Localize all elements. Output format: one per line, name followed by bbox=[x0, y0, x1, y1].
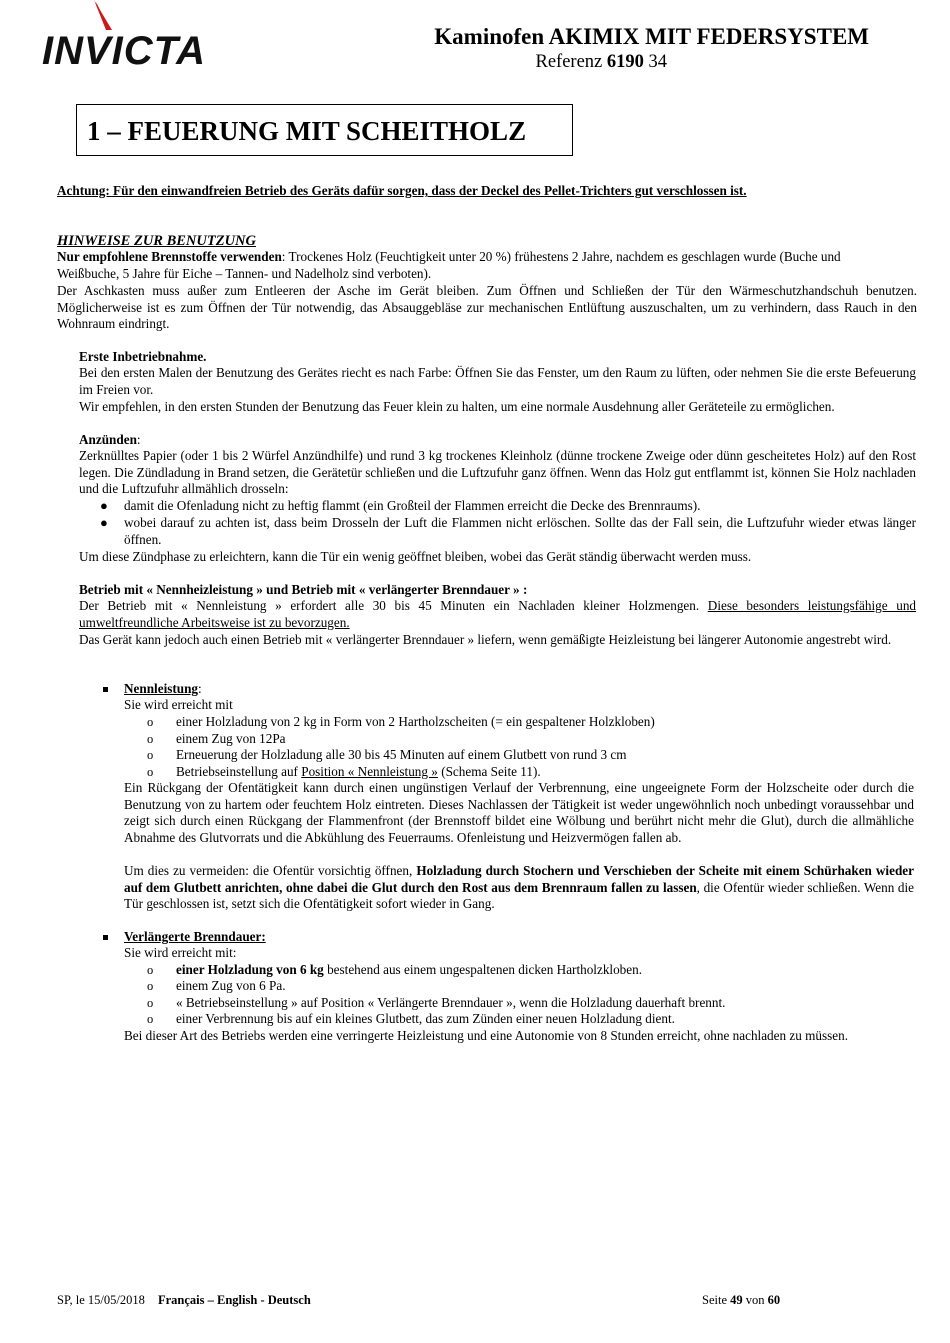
anzuenden-closing: Um diese Zündphase zu erleichtern, kann die Tür ein wenig geöffnet bleiben, wobei das Gerät ständig überwacht werden muss. bbox=[79, 549, 752, 564]
nennleistung-item-2: einem Zug von 12Pa bbox=[176, 731, 286, 746]
fuel-label: Nur empfohlene Brennstoffe verwenden bbox=[57, 249, 282, 264]
footer-left: SP, le 15/05/2018 bbox=[57, 1293, 145, 1307]
circle-bullet: o bbox=[147, 732, 154, 746]
verlaengert-item-3: « Betriebseinstellung » auf Position « Verlängerte Brenndauer », wenn die Holzladung dauerhaft brennt. bbox=[176, 995, 726, 1010]
betrieb-text-2: Das Gerät kann jedoch auch einen Betrieb mit « verlängerter Brenndauer » liefern, wenn gemäßigte Heizleistung bei längerer Autonomie angestrebt wird. bbox=[79, 632, 892, 647]
text-2b: Holzladung durch Stochern und Verschieben der Scheite mit einem Schürhaken wieder auf dem Glutbett anrichten, ohne dabei die Glut durch den Rost aus dem Brennraum fallen zu lassen bbox=[124, 863, 914, 895]
betrieb-title: Betrieb mit « Nennheizleistung » und Betrieb mit « verlängerter Brenndauer » : bbox=[79, 582, 528, 597]
anzuenden-title: Anzünden bbox=[79, 432, 137, 447]
page-mid: von bbox=[745, 1293, 765, 1307]
item4-post: (Schema Seite 11). bbox=[441, 764, 541, 779]
page-prefix: Seite bbox=[702, 1293, 727, 1307]
hinweise-title: HINWEISE ZUR BENUTZUNG bbox=[57, 233, 256, 249]
reference-suffix: 34 bbox=[648, 52, 667, 72]
anzuenden-colon: : bbox=[136, 432, 141, 447]
fuel-text-2: Weißbuche, 5 Jahre für Eiche – Tannen- und Nadelholz sind verboten). bbox=[57, 265, 432, 281]
betrieb-text-1 bbox=[79, 598, 916, 631]
circle-bullet: o bbox=[147, 1012, 154, 1026]
item4-pre: Betriebseinstellung auf bbox=[176, 764, 298, 779]
nennleistung-text-1: Ein Rückgang der Ofentätigkeit kann durch einen ungünstigen Verlauf der Verbrennung, eine ungeeignete Form der Holzscheite oder durch die Benutzung von zu hartem oder feuchtem Holz eintreten. Dieses Nachlassen der Tätigkeit ist weder ungewöhnlich noch unbedingt voraussehbar und zeigt sich durch einen Rückgang der Flammenfront (der Brennstoff bildet eine Wölbung und berührt nicht mehr die Glut), durch die allmähliche Abnahme des Glutvorrats und die Abkühlung des Feuerraums. Ofenleistung und Heizvermögen fallen ab. bbox=[124, 780, 914, 845]
circle-bullet: o bbox=[147, 748, 154, 762]
nennleistung-item-4 bbox=[176, 764, 541, 781]
verlaengert-item-2: einem Zug von 6 Pa. bbox=[176, 978, 286, 993]
page-number: 49 bbox=[730, 1293, 743, 1307]
page-total: 60 bbox=[767, 1293, 781, 1307]
circle-bullet: o bbox=[147, 765, 154, 779]
verlaengert-closing: Bei dieser Art des Betriebs werden eine verringerte Heizleistung und eine Autonomie von 8 Stunden erreicht, ohne nachladen zu müssen. bbox=[124, 1028, 848, 1043]
logo-text: INVICTA bbox=[42, 29, 207, 72]
anzuenden-bullet-1: damit die Ofenladung nicht zu heftig flammt (ein Großteil der Flammen erreicht die Decke des Brennraums). bbox=[124, 498, 701, 513]
nennleistung-heading bbox=[124, 681, 202, 698]
betrieb-text-1b: Diese besonders leistungsfähige und umweltfreundliche Arbeitsweise ist zu bevorzugen. bbox=[79, 598, 917, 630]
text-2a: Um dies zu vermeiden: die Ofentür vorsichtig öffnen, bbox=[124, 863, 413, 878]
circle-bullet: o bbox=[147, 979, 154, 993]
anzuenden-text: Zerknülltes Papier (oder 1 bis 2 Würfel Anzündhilfe) und rund 3 kg trockenes Kleinholz (dünne trockene Zweige oder dünn gescheitetes Holz) auf den Rost legen. Die Zündladung in Brand setzen, die Gerätetür schließen und die Luftzufuhr ganz öffnen. Wenn das Holz gut entflammt ist, können Sie Holz nachladen und die Luftzufuhr allmählich drosseln: bbox=[79, 448, 916, 497]
anzuenden-heading bbox=[79, 432, 141, 449]
ash-paragraph: Der Aschkasten muss außer zum Entleeren der Asche im Gerät bleiben. Zum Öffnen und Schließen der Tür den Wärmeschutzhandschuh benutzen. Möglicherweise ist es zum Öffnen der Tür notwendig, das Absauggebläse zur mechanischen Entlüftung auszuschalten, um zu verhindern, dass Rauch in den Wohnraum eindringt. bbox=[57, 283, 917, 332]
footer-page bbox=[702, 1292, 780, 1309]
verlaengert-title: Verlängerte Brenndauer: bbox=[124, 929, 266, 944]
section-title: 1 – FEUERUNG MIT SCHEITHOLZ bbox=[76, 104, 573, 156]
square-bullet bbox=[103, 687, 108, 692]
verlaengert-intro: Sie wird erreicht mit: bbox=[124, 945, 237, 960]
text-2c: , die Ofentür wieder schließen. Wenn die Tür geschlossen ist, setzt sich die Ofentätigkeit sofort wieder in Gang. bbox=[124, 879, 915, 912]
nennleistung-item-1: einer Holzladung von 2 kg in Form von 2 Hartholzscheiten (= ein gespaltener Holzkloben) bbox=[176, 714, 655, 729]
verlaengert-item-4: einer Verbrennung bis auf ein kleines Glutbett, das zum Zünden einer neuen Holzladung dient. bbox=[176, 1011, 675, 1026]
erste-title: Erste Inbetriebnahme. bbox=[79, 349, 207, 364]
product-title: Kaminofen AKIMIX MIT FEDERSYSTEM bbox=[434, 24, 869, 49]
fuel-paragraph bbox=[57, 249, 917, 282]
verlaengert-item-1 bbox=[176, 962, 642, 979]
reference-number: 6190 bbox=[606, 52, 644, 72]
anzuenden-bullet-2: wobei darauf zu achten ist, dass beim Drosseln der Luft die Flammen nicht erlöschen. Sollte das der Fall sein, die Luftzufuhr wieder etwas länger öffnen. bbox=[124, 515, 916, 547]
reference-line bbox=[535, 52, 667, 72]
nennleistung-title: Nennleistung bbox=[124, 681, 199, 696]
nennleistung-colon: : bbox=[198, 681, 202, 696]
circle-bullet: o bbox=[147, 996, 154, 1010]
item1-rest: bestehend aus einem ungespaltenen dicken Hartholzkloben. bbox=[327, 962, 643, 977]
reference-label: Referenz bbox=[535, 52, 603, 72]
nennleistung-text-2 bbox=[124, 863, 914, 913]
item4-link: Position « Nennleistung » bbox=[301, 764, 438, 779]
footer-languages: Français – English - Deutsch bbox=[158, 1293, 311, 1307]
betrieb-text-1a: Der Betrieb mit « Nennleistung » erfordert alle 30 bis 45 Minuten ein Nachladen kleiner Holzmengen. bbox=[79, 598, 700, 613]
bullet-dot: ● bbox=[100, 498, 108, 513]
nennleistung-item-3: Erneuerung der Holzladung alle 30 bis 45 Minuten auf einem Glutbett von rund 3 cm bbox=[176, 747, 627, 762]
square-bullet bbox=[103, 935, 108, 940]
erste-text-2: Wir empfehlen, in den ersten Stunden der Benutzung das Feuer klein zu halten, um eine normale Ausdehnung aller Geräteteile zu ermöglichen. bbox=[79, 399, 835, 414]
nennleistung-intro: Sie wird erreicht mit bbox=[124, 697, 233, 712]
circle-bullet: o bbox=[147, 963, 154, 977]
invicta-logo bbox=[38, 0, 258, 72]
item1-bold: einer Holzladung von 6 kg bbox=[176, 962, 324, 977]
warning-text: Achtung: Für den einwandfreien Betrieb des Geräts dafür sorgen, dass der Deckel des Pellet-Trichters gut verschlossen ist. bbox=[57, 183, 747, 198]
bullet-dot: ● bbox=[100, 515, 108, 530]
erste-text-1: Bei den ersten Malen der Benutzung des Gerätes riecht es nach Farbe: Öffnen Sie das Fenster, um den Raum zu lüften, oder nehmen Sie die erste Befeuerung im Freien vor. bbox=[79, 365, 916, 397]
circle-bullet: o bbox=[147, 715, 154, 729]
fuel-text-1: : Trockenes Holz (Feuchtigkeit unter 20 %) frühestens 2 Jahre, nachdem es geschlagen wurde (Buche und bbox=[281, 249, 841, 264]
